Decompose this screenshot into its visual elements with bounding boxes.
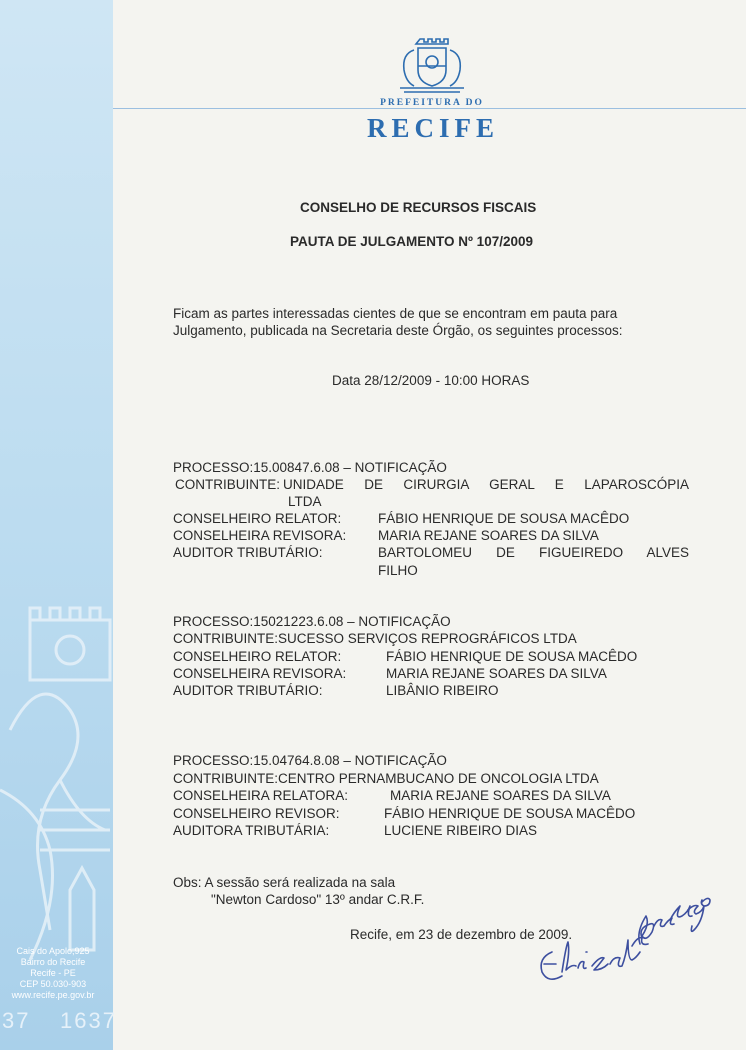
address-line: Cais do Apolo,925: [16, 946, 90, 956]
role-label: CONSELHEIRA RELATORA:: [173, 788, 349, 803]
place-date: Recife, em 23 de dezembro de 2009.: [350, 927, 573, 942]
contribuinte-label: CONTRIBUINTE:: [175, 477, 281, 492]
role-label: CONSELHEIRA REVISORA:: [173, 666, 347, 681]
year-left: 37: [2, 1008, 31, 1033]
address-website: www.recife.pe.gov.br: [11, 990, 95, 1000]
process-number: PROCESSO:15.04764.8.08 – NOTIFICAÇÃO: [173, 753, 447, 768]
role-value: LUCIENE RIBEIRO DIAS: [384, 823, 538, 838]
intro-line: Julgamento, publicada na Secretaria deste Órgão, os seguintes processos:: [173, 323, 623, 338]
contribuinte-name: UNIDADE DE CIRURGIA GERAL E LAPAROSCÓPIA: [283, 477, 689, 492]
address-line: Bairro do Recife: [20, 957, 86, 967]
obs-line: Obs: A sessão será realizada na sala: [173, 875, 396, 890]
role-value: MARIA REJANE SOARES DA SILVA: [386, 666, 607, 681]
contribuinte: CONTRIBUINTE:CENTRO PERNAMBUCANO DE ONCOLOGIA LTDA: [173, 771, 599, 786]
address-line: Recife - PE: [30, 968, 76, 978]
role-label: AUDITOR TRIBUTÁRIO:: [173, 683, 323, 698]
role-label: CONSELHEIRA REVISORA:: [173, 528, 347, 543]
city-emblem-watermark: [0, 590, 113, 970]
role-value: FÁBIO HENRIQUE DE SOUSA MACÊDO: [386, 649, 638, 664]
process-number: PROCESSO:15.00847.6.08 – NOTIFICAÇÃO: [173, 460, 447, 475]
council-title: CONSELHO DE RECURSOS FISCAIS: [300, 200, 537, 215]
role-value: LIBÂNIO RIBEIRO: [386, 683, 499, 698]
header-rule: [113, 108, 746, 109]
prefeitura-label: PREFEITURA DO: [380, 98, 484, 108]
role-value: FÁBIO HENRIQUE DE SOUSA MACÊDO: [378, 511, 630, 526]
role-label: CONSELHEIRO RELATOR:: [173, 649, 342, 664]
process-number: PROCESSO:15021223.6.08 – NOTIFICAÇÃO: [173, 614, 451, 629]
contribuinte-name-cont: LTDA: [288, 494, 322, 509]
role-value: BARTOLOMEU DE FIGUEIREDO ALVES: [378, 545, 689, 560]
role-value: MARIA REJANE SOARES DA SILVA: [390, 788, 611, 803]
intro-line: Ficam as partes interessadas cientes de que se encontram em pauta para: [173, 306, 618, 321]
role-label: AUDITORA TRIBUTÁRIA:: [173, 823, 330, 838]
left-sidebar: [0, 0, 117, 1050]
coat-of-arms-icon: [394, 36, 470, 96]
role-label: CONSELHEIRO RELATOR:: [173, 511, 342, 526]
handwritten-signature: [530, 880, 720, 990]
year-band: [0, 1002, 117, 1038]
address-line: CEP 50.030-903: [19, 979, 87, 989]
role-value-cont: FILHO: [378, 563, 418, 578]
role-label: CONSELHEIRO REVISOR:: [173, 806, 340, 821]
role-label: AUDITOR TRIBUTÁRIO:: [173, 545, 323, 560]
session-date: Data 28/12/2009 - 10:00 HORAS: [332, 373, 530, 388]
pauta-title: PAUTA DE JULGAMENTO Nº 107/2009: [290, 234, 533, 249]
contribuinte: CONTRIBUINTE:SUCESSO SERVIÇOS REPROGRÁFICOS LTDA: [173, 631, 577, 646]
obs-line: "Newton Cardoso" 13º andar C.R.F.: [211, 892, 425, 907]
role-value: FÁBIO HENRIQUE DE SOUSA MACÊDO: [384, 806, 636, 821]
city-name: RECIFE: [366, 113, 499, 143]
year-right: 1637: [60, 1008, 117, 1033]
address-block: [2, 946, 104, 1001]
role-value: MARIA REJANE SOARES DA SILVA: [378, 528, 599, 543]
